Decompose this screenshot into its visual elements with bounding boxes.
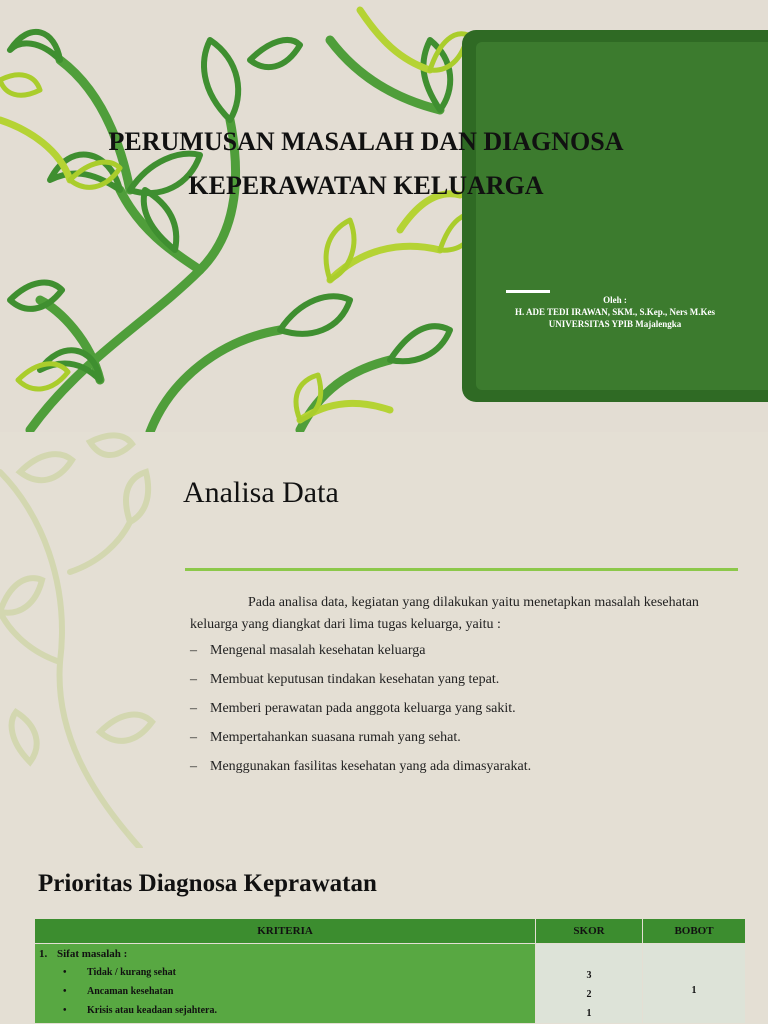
criterion-number: 1. — [39, 948, 48, 960]
slide-heading: Prioritas Diagnosa Keprawatan — [38, 870, 377, 897]
author-block — [490, 294, 740, 330]
score-value: 2 — [586, 989, 592, 1000]
list-item — [190, 698, 531, 727]
slide-heading: Analisa Data — [183, 476, 339, 509]
criterion-options — [63, 963, 535, 1020]
list-item — [190, 640, 531, 669]
list-item-text: Memberi perawatan pada anggota keluarga yang sakit. — [210, 701, 516, 716]
list-item — [190, 669, 531, 698]
dash-bullet: – — [190, 643, 197, 658]
criterion-title — [39, 948, 535, 960]
list-item-text: Menggunakan fasilitas kesehatan yang ada dimasyarakat. — [210, 759, 532, 774]
heading-rule — [185, 568, 738, 571]
bullet-dot: • — [63, 1005, 67, 1016]
presentation-title — [60, 120, 672, 208]
title-slide — [0, 0, 768, 432]
table-header-row — [35, 919, 746, 944]
dash-bullet: – — [190, 672, 197, 687]
bullet-dot: • — [63, 967, 67, 978]
by-label: Oleh : — [603, 295, 627, 305]
weight-cell — [643, 944, 746, 1024]
analisa-data-slide — [0, 432, 768, 848]
author-name: H. ADE TEDI IRAWAN, SKM., S.Kep., Ners M.Kes — [514, 307, 716, 317]
institution-name: UNIVERSITAS YPIB Majalengka — [548, 319, 682, 329]
table-row — [35, 944, 746, 1024]
intro-paragraph — [190, 592, 710, 636]
title-panel-inner — [476, 42, 768, 390]
header-kriteria: KRITERIA — [35, 919, 536, 944]
criteria-table — [34, 918, 746, 1024]
family-task-list — [190, 640, 531, 785]
dash-bullet: – — [190, 759, 197, 774]
score-value: 3 — [586, 970, 592, 981]
option-item — [63, 982, 535, 1001]
option-text: Krisis atau keadaan sejahtera. — [87, 1005, 217, 1016]
score-cell — [536, 944, 643, 1024]
accent-bar — [506, 290, 550, 293]
dash-bullet: – — [190, 701, 197, 716]
list-item-text: Membuat keputusan tindakan kesehatan yang tepat. — [210, 672, 500, 687]
option-text: Tidak / kurang sehat — [87, 967, 177, 978]
title-line-1: PERUMUSAN MASALAH DAN DIAGNOSA — [108, 127, 624, 156]
intro-text: Pada analisa data, kegiatan yang dilakukan yaitu menetapkan masalah kesehatan keluarga yang diangkat dari lima tugas keluarga, yaitu : — [190, 595, 699, 632]
weight-value: 1 — [691, 985, 697, 996]
list-item — [190, 727, 531, 756]
option-text: Ancaman kesehatan — [87, 986, 174, 997]
score-value: 1 — [586, 1008, 592, 1019]
list-item-text: Mempertahankan suasana rumah yang sehat. — [210, 730, 461, 745]
option-item — [63, 1001, 535, 1020]
list-item — [190, 756, 531, 785]
bullet-dot: • — [63, 986, 67, 997]
prioritas-slide — [0, 848, 768, 1024]
list-item-text: Mengenal masalah kesehatan keluarga — [210, 643, 426, 658]
title-line-2: KEPERAWATAN KELUARGA — [188, 171, 544, 200]
score-list — [536, 966, 642, 1023]
option-item — [63, 963, 535, 982]
criterion-cell — [35, 944, 536, 1024]
criterion-text: Sifat masalah : — [57, 948, 128, 960]
header-bobot: BOBOT — [643, 919, 746, 944]
header-skor: SKOR — [536, 919, 643, 944]
dash-bullet: – — [190, 730, 197, 745]
